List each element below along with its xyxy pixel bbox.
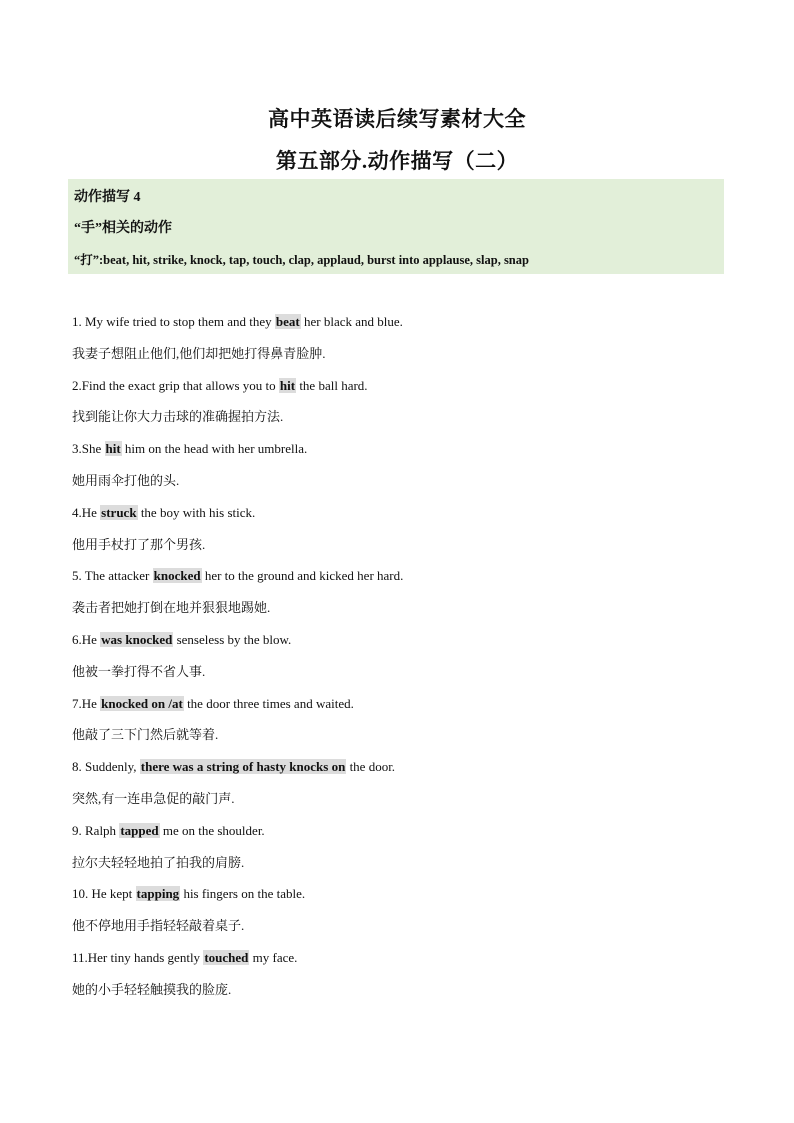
example-sentence-en <box>72 947 722 979</box>
example-translation-zh: 他敲了三下门然后就等着. <box>72 727 219 743</box>
example-sentence-en <box>72 311 722 343</box>
highlighted-phrase: knocked on /at <box>101 695 183 711</box>
example-translation-zh: 袭击者把她打倒在地并狠狠地踢她. <box>72 600 271 616</box>
example-sentence-en <box>72 883 722 915</box>
example-list <box>72 311 722 1011</box>
example-translation-zh: 拉尔夫轻轻地拍了拍我的肩膀. <box>72 854 245 870</box>
example-sentence-en <box>72 820 722 852</box>
example-translation-zh: 突然,有一连串急促的敲门声. <box>72 790 235 806</box>
sentence-text: senseless by the blow. <box>173 631 292 647</box>
sentence-text: 8. Suddenly, <box>72 759 140 775</box>
highlighted-phrase: hit <box>279 377 296 393</box>
section-label: 动作描写 4 <box>74 190 141 205</box>
sentence-text: 2.Find the exact grip that allows you to <box>72 377 279 393</box>
sentence-text: the ball hard. <box>296 377 368 393</box>
sentence-text: me on the shoulder. <box>159 822 265 838</box>
section-header-box <box>68 179 724 274</box>
highlighted-phrase: hit <box>105 441 121 457</box>
sentence-text: 9. Ralph <box>72 822 120 838</box>
sentence-text: her to the ground and kicked her hard. <box>201 568 404 584</box>
sentence-text: 3.She <box>72 441 105 457</box>
sentence-text: 4.He <box>72 504 101 520</box>
example-translation-zh: 她用雨伞打他的头. <box>72 472 180 488</box>
example-sentence-en <box>72 565 722 597</box>
sentence-text: 1. My wife tried to stop them and they <box>72 314 275 329</box>
example-translation-zh: 找到能让你大力击球的准确握拍方法. <box>72 409 284 425</box>
example-translation-zh: 我妻子想阻止他们,他们却把她打得鼻青脸肿. <box>72 345 326 361</box>
vocabulary-list: “打”:beat, hit, strike, knock, tap, touch, clap, applaud, burst into applause, slap, snap <box>74 253 529 267</box>
example-translation-zh: 他被一拳打得不省人事. <box>72 663 206 679</box>
example-sentence-en <box>72 375 722 407</box>
sentence-text: 7.He <box>72 695 101 711</box>
highlighted-phrase: tapped <box>120 822 159 838</box>
sentence-text: my face. <box>249 949 298 965</box>
highlighted-phrase: struck <box>101 504 137 520</box>
highlighted-phrase: touched <box>204 949 249 965</box>
sentence-text: 10. He kept <box>72 886 136 902</box>
sentence-text: her black and blue. <box>300 314 403 329</box>
highlighted-phrase: there was a string of hasty knocks on <box>140 759 346 775</box>
category-label: “手”相关的动作 <box>74 221 172 236</box>
example-translation-zh: 他用手杖打了那个男孩. <box>72 536 206 552</box>
highlighted-phrase: knocked <box>153 568 201 584</box>
sentence-text: the door. <box>346 759 396 775</box>
sentence-text: 6.He <box>72 631 101 647</box>
highlighted-phrase: beat <box>275 314 300 329</box>
sentence-text: 11.Her tiny hands gently <box>72 949 204 965</box>
sentence-text: his fingers on the table. <box>180 886 306 902</box>
example-sentence-en <box>72 629 722 661</box>
sentence-text: him on the head with her umbrella. <box>121 441 308 457</box>
sentence-text: the door three times and waited. <box>183 695 354 711</box>
highlighted-phrase: was knocked <box>101 631 173 647</box>
highlighted-phrase: tapping <box>136 886 180 902</box>
example-sentence-en <box>72 756 722 788</box>
example-translation-zh: 她的小手轻轻触摸我的脸庞. <box>72 981 232 997</box>
document-title: 高中英语读后续写素材大全 <box>268 107 526 131</box>
document-subtitle: 第五部分.动作描写（二） <box>275 149 519 173</box>
sentence-text: the boy with his stick. <box>137 504 256 520</box>
example-sentence-en <box>72 502 722 534</box>
sentence-text: 5. The attacker <box>72 568 153 584</box>
example-sentence-en <box>72 693 722 725</box>
example-translation-zh: 他不停地用手指轻轻敲着桌子. <box>72 918 245 934</box>
example-sentence-en <box>72 438 722 470</box>
